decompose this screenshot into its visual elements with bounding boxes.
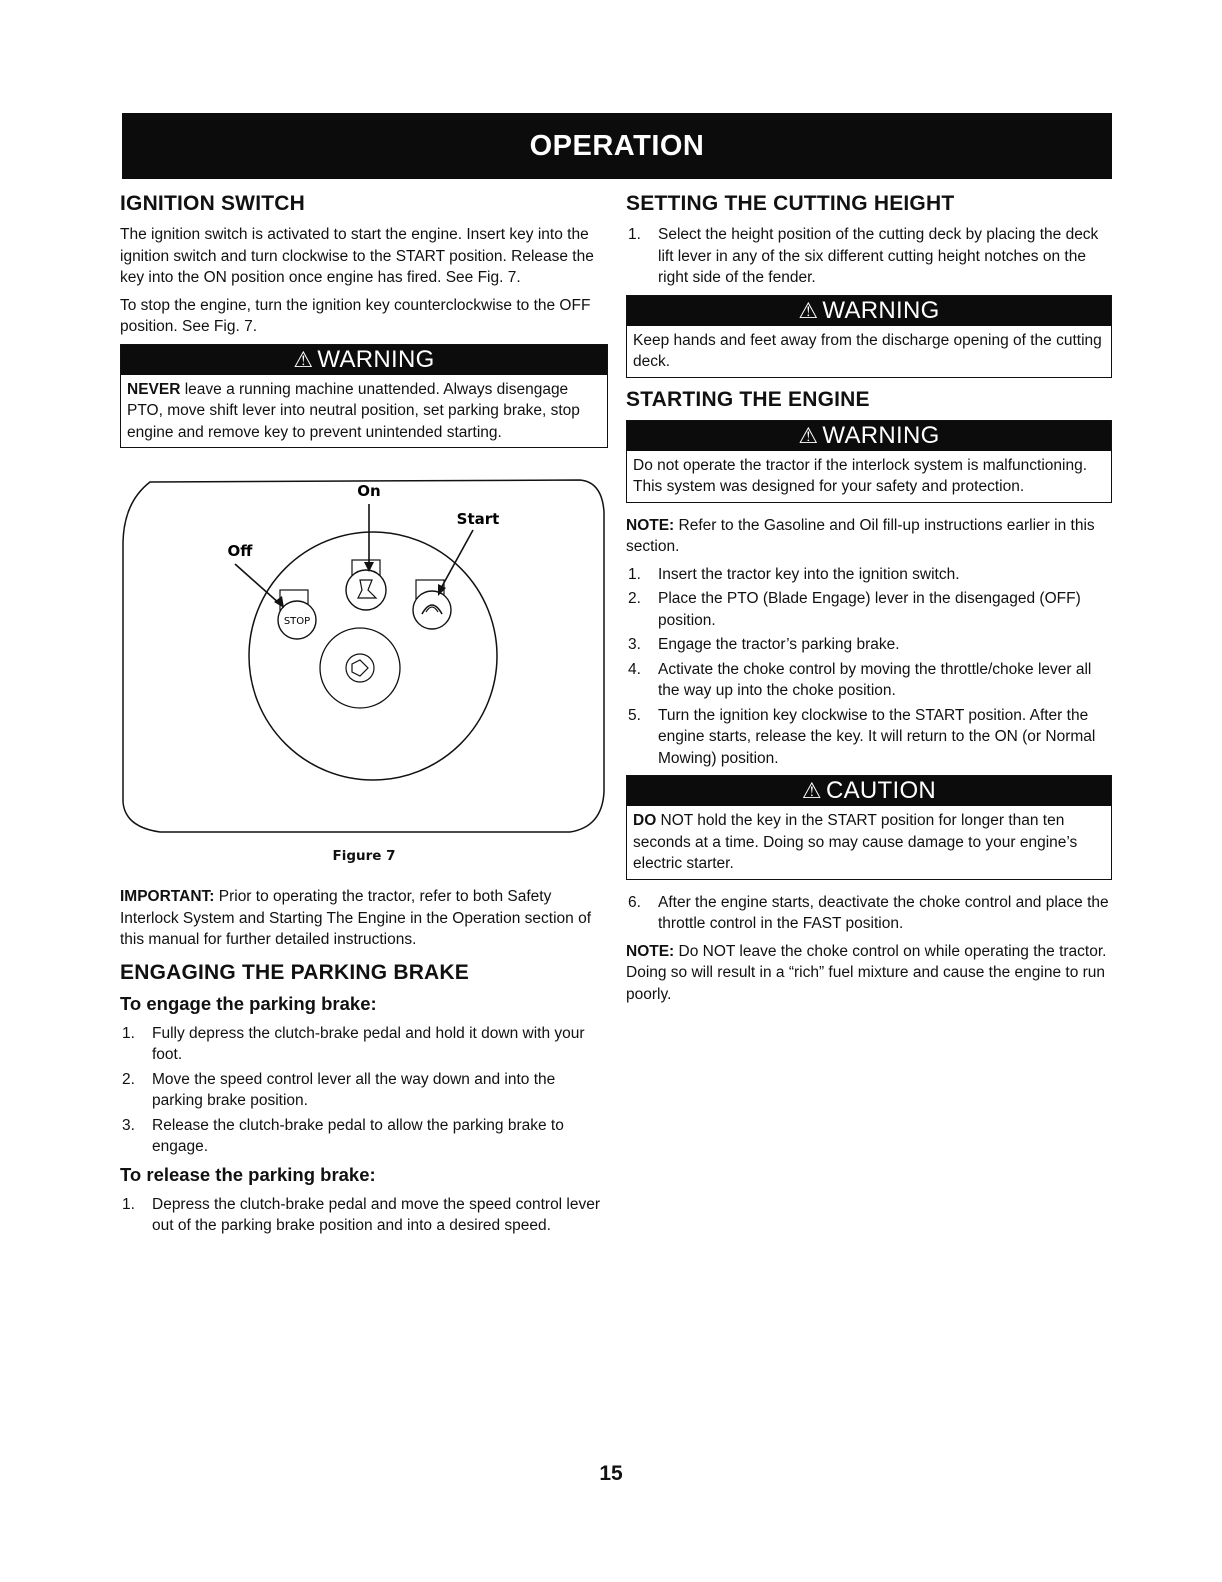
warning-text: Do not operate the tractor if the interlock system is malfunctioning. This system was designed for your safety and protection. [633, 456, 1088, 495]
page-title: OPERATION [529, 129, 705, 162]
note-text: Do NOT leave the choke control on while operating the tractor. Doing so will result in a “rich” fuel mixture and cause the engine to run poorly. [626, 942, 1107, 1003]
ignition-switch-figure [120, 462, 608, 842]
ignition-switch-diagram [120, 462, 608, 842]
warning-keyword: NEVER [127, 380, 181, 398]
ignition-paragraph-2: To stop the engine, turn the ignition key counterclockwise to the OFF position. See Fig. 7. [120, 296, 591, 335]
list-item: 4. Activate the choke control by moving the throttle/choke lever all the way up into the choke position. [628, 660, 1092, 699]
switch-dial [249, 532, 497, 780]
cutting-height-steps [626, 224, 1112, 289]
list-item: 6. After the engine starts, deactivate the choke control and place the throttle control in the FAST position. [628, 893, 1109, 932]
important-keyword: IMPORTANT: [120, 888, 215, 905]
off-pointer [235, 564, 280, 604]
note-text: Refer to the Gasoline and Oil fill-up instructions earlier in this section. [626, 516, 1095, 555]
warning-header [627, 421, 1111, 451]
list-item: 3. Engage the tractor’s parking brake. [628, 636, 900, 653]
warning-header [627, 296, 1111, 326]
cutting-warning-box [626, 295, 1112, 378]
list-item: 2. Move the speed control lever all the way down and into the parking brake position. [122, 1070, 556, 1109]
warning-text: Keep hands and feet away from the discharge opening of the cutting deck. [633, 331, 1102, 370]
start-position-icon [413, 591, 451, 629]
engage-brake-steps [120, 1023, 608, 1158]
important-note [120, 886, 608, 951]
warning-triangle-icon: ⚠ [798, 297, 819, 323]
caution-header [627, 776, 1111, 806]
list-item: 5. Turn the ignition key clockwise to the START position. After the engine starts, release the key. It will return to the ON (or Normal Mowing) position. [628, 706, 1096, 767]
warning-title: WARNING [317, 345, 435, 373]
right-column [626, 192, 1112, 1011]
warning-title: WARNING [822, 296, 940, 324]
caution-title: CAUTION [825, 777, 937, 804]
starting-steps [626, 564, 1112, 770]
caution-box [626, 775, 1112, 880]
note-fill-up [626, 515, 1112, 558]
ignition-switch-heading: IGNITION SWITCH [120, 192, 305, 215]
starting-steps-continued [626, 892, 1112, 935]
note-choke [626, 941, 1112, 1006]
release-brake-subheading: To release the parking brake: [120, 1163, 376, 1185]
release-brake-steps [120, 1194, 608, 1237]
cutting-height-heading: SETTING THE CUTTING HEIGHT [626, 192, 955, 215]
label-start: Start [456, 510, 500, 528]
warning-triangle-icon: ⚠ [798, 422, 819, 448]
important-text: Prior to operating the tractor, refer to both Safety Interlock System and Starting The Engine in the Operation section of this manual for further detailed instructions. [120, 888, 592, 948]
key-slot-icon [346, 654, 374, 682]
list-item: 3. Release the clutch-brake pedal to allow the parking brake to engage. [122, 1116, 564, 1155]
list-item: 1. Depress the clutch-brake pedal and move the speed control lever out of the parking brake position and into a desired speed. [122, 1195, 601, 1234]
list-item: 2. Place the PTO (Blade Engage) lever in the disengaged (OFF) position. [628, 590, 1081, 629]
warning-text [121, 375, 607, 448]
page-number: 15 [599, 1462, 623, 1485]
warning-header [121, 345, 607, 375]
list-item: 1. Insert the tractor key into the ignition switch. [628, 565, 960, 583]
label-off: Off [227, 542, 253, 560]
list-item: 1. Select the height position of the cutting deck by placing the deck lift lever in any of the six different cutting height notches on the right side of the fender. [628, 226, 1099, 286]
parking-brake-heading: ENGAGING THE PARKING BRAKE [120, 960, 469, 984]
caution-keyword: DO [633, 812, 657, 829]
note-keyword: NOTE: [626, 516, 675, 534]
stop-label: STOP [283, 616, 311, 627]
engage-brake-subheading: To engage the parking brake: [120, 992, 377, 1014]
page-header [122, 113, 1112, 179]
warning-triangle-icon: ⚠ [293, 346, 314, 372]
warning-body: leave a running machine unattended. Always disengage PTO, move shift lever into neutral position, set parking brake, stop engine and remove key to prevent unintended starting. [127, 380, 580, 441]
warning-title: WARNING [822, 421, 940, 449]
start-pointer [440, 530, 473, 590]
starting-engine-heading: STARTING THE ENGINE [626, 387, 870, 411]
interlock-warning-box [626, 420, 1112, 503]
ignition-paragraph-1: The ignition switch is activated to start the engine. Insert key into the ignition switch and turn clockwise to the START position. Release the key into the ON position once engine has fired. See Fig. 7. [120, 226, 594, 286]
ignition-warning-box [120, 344, 608, 449]
left-column [120, 192, 608, 1243]
caution-body: NOT hold the key in the START position for longer than ten seconds at a time. Doing so may cause damage to your engine’s electric starter. [633, 812, 1078, 872]
caution-triangle-icon: ⚠ [801, 778, 822, 803]
key-slot-ring [320, 628, 400, 708]
caution-text [627, 806, 1111, 879]
on-position-icon [346, 570, 386, 610]
note-keyword: NOTE: [626, 942, 675, 960]
figure-caption: Figure 7 [332, 848, 396, 864]
label-on: On [357, 482, 381, 500]
list-item: 1. Fully depress the clutch-brake pedal and hold it down with your foot. [122, 1024, 585, 1063]
